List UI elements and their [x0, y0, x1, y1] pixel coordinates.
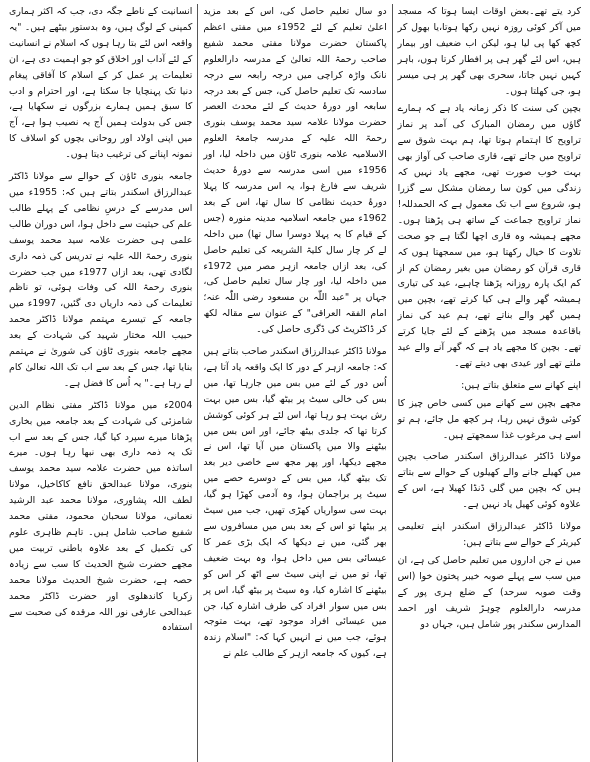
- column-left: [4, 4, 198, 762]
- paragraph: انسانیت کے ناطے جگہ دی، جب کہ اکثر ہماری کمپنی کے لوگ ہیں، وہ بدستور بیٹھے ہیں۔ "یہ واقعہ اس لئے بتا رہا ہوں کہ اسلام نے انسانیت کے لئے آداب اور اخلاق کو جو اہمیت دی ہے، ان تعلیمات پر عمل کر کے اسلام کا آفاقی پیغام دنیا تک پہنچایا جا سکتا ہے، اور احترام و ادب کا سبق ہمیں ہمارے بزرگوں نے سکھایا ہے، جس کی بدولت ہمیں آج یہ نصیب ہوا ہے، آج میں اپنی اولاد اور روحانی بچوں کو اسلاف کا نمونہ اپنانے کی ترغیب دیتا ہوں۔: [9, 6, 193, 161]
- paragraph: مولانا ڈاکٹر عبدالرزاق اسکندر صاحب بتاتے ہیں کہ: جامعہ ازہر کے دور کا ایک واقعہ یاد آتا ہے، اُس دور کے لئے میں بس میں جارہا تھا، میں بس کی خالی سیٹ پر بیٹھ گیا، بس میں بہت رش بہت ہو رہا تھا، اس لئے ہر کوئی کوشش کرتا تھا کہ جلدی بیٹھ جائے، اور اس بس میں بیٹھنے والا میں پاکستان میں آیا تھا، اس نے مجھے دیکھا، اور پھر مجھ سے خاصی دیر بعد تک بیٹھ گیا، میں بس کے دوسرے حصے میں سیٹ پر براجمان ہوا، وہ آدمی کھڑا ہو گیا، بہت سی سواریاں کھڑی تھیں، جب میں سیٹ پر بیٹھا تو اس کے بعد بس میں مسافروں سے بھر گئی، میں نے دیکھا کہ ایک بڑی عمر کا عیسائی بس میں داخل ہوا، وہ بہت ضعیف تھا، تو میں نے اپنی سیٹ سے اٹھ کر اس کو بیٹھنے کا اشارہ کیا، وہ سیٹ پر بیٹھ گیا، اس پر بس میں سوار افراد کی طرف اشارہ کیا، جن میں عیسائی افراد موجود تھے، بہت متوجہ ہوئے، جب میں نے انہیں کہا کہ: "اسلام زندہ ہے، کیوں کہ جامعہ ازہر کے طالب علم نے: [203, 346, 387, 660]
- paragraph: بچپن کی سنت کا ذکر زمانہ یاد ہے کہ ہمارے گاؤں میں رمضان المبارک کی آمد پر نماز تراویح کا اہتمام ہوتا تھا، ہم بہت شوق سے تراویح میں جاتے تھے، قاری صاحب کی آواز بھی بہت خوب صورت تھی، مجھے یاد نہیں کہ زندگی میں کون سا رمضان مشکل سے گزرا ہو، شروع سے اب تک معمول ہے کہ الحمدللہ! نماز تراویح جماعت کے ساتھ ہی پڑھتا ہوں۔ مجھے ہمیشہ وہ قاری اچھا لگتا ہے جو صحت تلاوت کا خیال رکھتا ہو، میں سمجھتا ہوں کہ قاری قرآن کو رمضان میں بغیر رمضان کم از کم ایک پارہ روزانہ پڑھنا چاہیے، عید کی تیاری ہمیشہ گھر والے ہی کیا کرتے تھے، بچپن میں ہمیں گھر والے بناتے تھے، ہم عید کی نماز باقاعدہ مسجد میں پڑھنے کے لئے جایا کرتے تھے۔ بچپن کا مجھے یاد ہے کہ گھر آنے والے عید ملتے تھے اور عیدی بھی دیتے تھے۔: [397, 103, 581, 369]
- paragraph: مولانا ڈاکٹر عبدالرزاق اسکندر صاحب بچپن میں کھیلے جانے والے کھیلوں کے حوالے سے بتاتے ہیں کہ بچپن میں گلی ڈنڈا کھیلا ہے، اس کے علاوہ کوئی کھیل یاد نہیں ہے۔: [397, 451, 581, 511]
- paragraph: دو سال تعلیم حاصل کی، اس کے بعد مزید اعلیٰ تعلیم کے لئے 1952ء میں مفتی اعظم پاکستان حضرت مولانا مفتی محمد شفیع صاحب رحمۃ اللہ تعالیٰ کے مدرسہ دارالعلوم نانک واڑہ کراچی میں درجہ رابعہ سے درجہ سادسہ تک تعلیم حاصل کی، جس کے بعد درجہ سابعہ اور دورۂ حدیث کے لئے محدث العصر حضرت مولانا علامہ سید محمد یوسف بنوری رحمۃ اللہ علیہ کے مدرسہ جامعۃ العلوم الاسلامیہ علامہ بنوری ٹاؤن میں داخلہ لیا، اور 1956ء میں اسی مدرسہ سے دورۂ حدیث شریف سے فارغ ہوا، یہ اس مدرسہ کا پہلا دورۂ حدیث نظامی کا سال تھا، اس کے بعد 1962ء میں جامعہ اسلامیہ مدینہ منورہ (جس کے قیام کا یہ پہلا دوسرا سال تھا) میں داخلہ لے کر چار سال کلیۃ الشریعہ کی تعلیم حاصل کی، بعد ازاں جامعہ ازہر مصر میں 1972ء میں داخلہ لیا، اور چار سال تعلیم حاصل کی، جہاں پر "عبد اللّٰہ بن مسعود رضی اللّٰہ عنہ؛ امام الفقہ العراقی" کے عنوان سے مقالہ لکھ کر ڈاکٹریٹ کی ڈگری حاصل کی۔: [203, 6, 387, 336]
- paragraph: اپنے کھانے سے متعلق بتاتے ہیں:: [461, 379, 581, 391]
- paragraph: کرد یتے تھے۔بعض اوقات ایسا ہوتا کہ مسجد میں آکر کوئی روزہ نہیں رکھا ہوتا،یا بھول کر کچھ کھا پی لیا ہو، لیکن اب ضعیف اور بیمار ہیں، اس لئے گھر ہی پر افطار کرتا ہوں، باہر کہیں نہیں جاتا، سحری بھی گھر پر ہی میسر ہو، جی کھلتا ہوں۔: [397, 6, 581, 97]
- column-middle: [198, 4, 392, 762]
- text-columns: [4, 4, 586, 762]
- paragraph: مولانا ڈاکٹر عبدالرزاق اسکندر اپنے تعلیمی کیریئر کے حوالے سے بتاتے ہیں:: [397, 521, 581, 548]
- paragraph: 2004ء میں مولانا ڈاکٹر مفتی نظام الدین شامزئی کی شہادت کے بعد جامعہ میں بخاری پڑھانا میرے سپرد کیا گیا، جس کے بعد سے اب تک یہ ذمہ داری بھی نبھا رہا ہوں۔ میرے اساتذہ میں حضرت علامہ سید محمد یوسف بنوری، مولانا عبدالحق نافع کاکاخیل، مولانا لطف اللہ پشاوری، مولانا محمد عبد الرشید نعمانی، مولانا سحبان محمود، مفتی محمد شفیع صاحب شامل ہیں۔ تاہم ظاہری علوم کی تکمیل کے بعد علاوہ باطنی تربیت میں مجھے حضرت شیخ الحدیث کا سب سے زیادہ حصہ ہے، حضرت شیخ الحدیث مولانا محمد زکریا کاندھلوی اور حضرت ڈاکٹر محمد عبدالحی عارفی نور اللہ مرقدہ کی صحبت سے استفادہ: [9, 399, 193, 634]
- paragraph: میں نے جن اداروں میں تعلیم حاصل کی ہے، ان میں سب سے پہلے صوبہ خیبر پختون خوا (اس وقت صوبہ سرحد) کے ضلع ہری پور کے مدرسہ دارالعلوم چوہڑ شریف اور احمد المدارس سکندر پور شامل ہیں، جہاں دو: [397, 554, 581, 630]
- column-right: [393, 4, 586, 762]
- paragraph: جامعہ بنوری ٹاؤن کے حوالے سے مولانا ڈاکٹر عبدالرزاق اسکندر بتاتے ہیں کہ: 1955ء میں اس مدرسے کے درسِ نظامی کے پہلے طالب علم کی حیثیت سے داخل ہوا، اس دوران طالب علمی ہی حضرت علامہ سید محمد یوسف بنوری رحمۃ اللہ علیہ نے تدریس کی ذمہ داری لگادی تھی، بعد ازاں 1977ء میں جب حضرت بنوری رحمۃ اللہ کی وفات ہوئی، تو ناظم تعلیمات کی ذمہ داریاں دی گئیں، 1997ء میں جامعہ کے تیسرے مہتمم مولانا ڈاکٹر محمد حبیب اللہ مختار شہید کی شہادت کے بعد مجھے جامعہ بنوری ٹاؤن کی شوریٰ نے مہتمم بنایا تھا، جس کے بعد سے اب تک اللہ تعالیٰ کام لے رہا ہے۔" یہ اُس کا فضل ہے۔: [9, 171, 193, 389]
- paragraph: مجھے بچپن سے کھانے میں کسی خاص چیز کا کوئی شوق نہیں رہا، ہر کچھ مل جائے، ہم تو اسے ہی مرغوب غذا سمجھتے ہیں۔: [397, 397, 581, 441]
